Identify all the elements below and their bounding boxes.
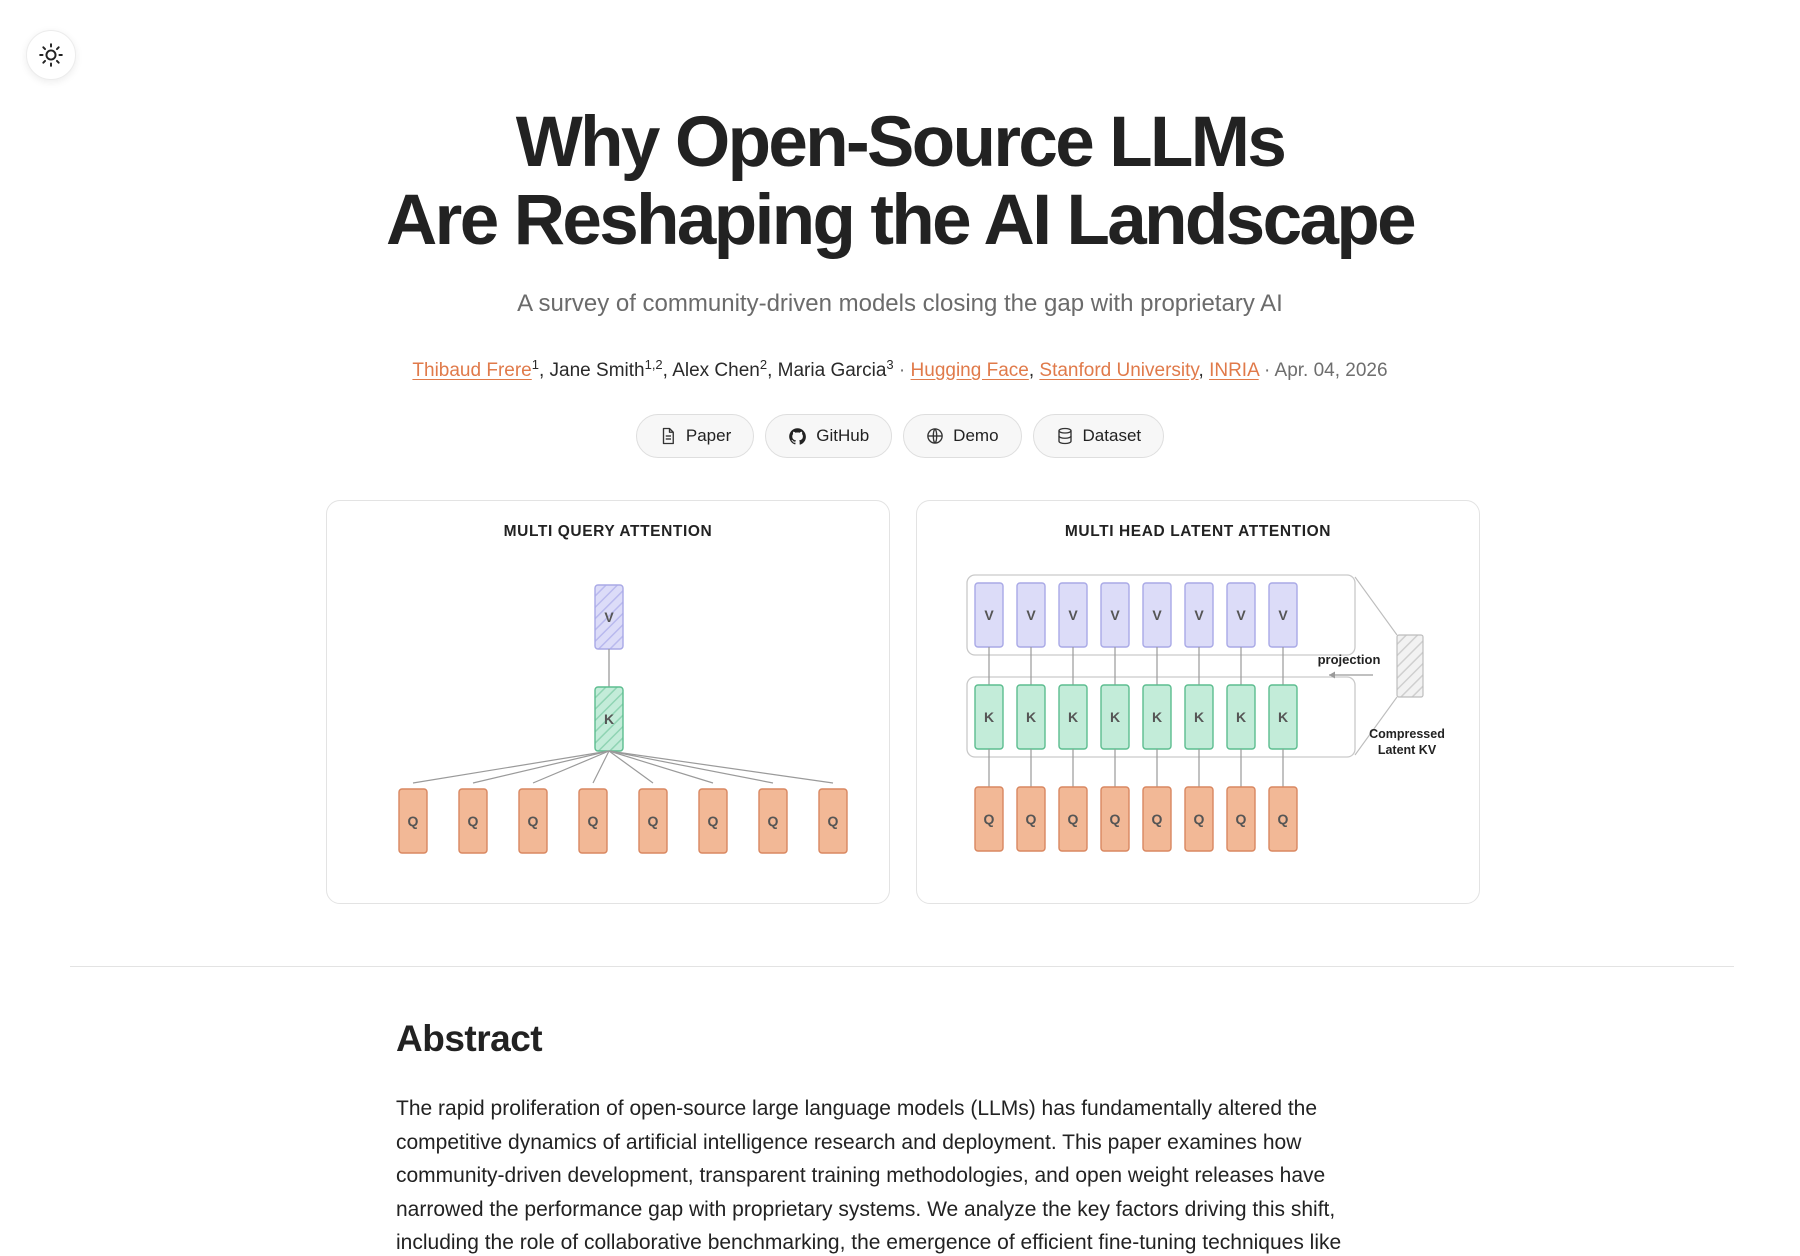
affiliation-link[interactable]: Hugging Face <box>910 360 1029 381</box>
mla-k-label: K <box>1025 709 1037 725</box>
mqa-q-label: Q <box>527 813 539 829</box>
mla-v-label: V <box>1026 607 1036 623</box>
mla-k-label: K <box>1235 709 1247 725</box>
mqa-kq-connector <box>609 751 773 783</box>
abstract-text: The rapid proliferation of open-source large language models (LLMs) has fundamentally altered the competitive dynamics of artificial intelligence research and deployment. This paper examines how community-driven development, transparent training methodologies, and open weight releases have narrowed the performance gap with proprietary systems. We analyze the key factors driving this shift, including the role of collaborative benchmarking, the emergence of efficient fine-tuning techniques like <box>396 1097 1342 1254</box>
separator-dot: · <box>1263 360 1271 381</box>
mqa-q-label: Q <box>827 813 839 829</box>
mla-q-label: Q <box>1025 811 1037 827</box>
github-icon <box>788 427 807 446</box>
mqa-q-label: Q <box>767 813 779 829</box>
affiliation-link[interactable]: INRIA <box>1209 360 1259 381</box>
resource-links <box>0 414 1800 458</box>
mqa-k-label: K <box>603 711 615 727</box>
mla-k-label: K <box>1109 709 1121 725</box>
mla-k-label: K <box>1151 709 1163 725</box>
demo-button-label: Demo <box>953 426 999 445</box>
mqa-v-label: V <box>604 609 614 625</box>
author-name: Jane Smith <box>549 360 645 381</box>
mla-projection-label: projection <box>1317 652 1381 667</box>
mla-figure-title: MULTI HEAD LATENT ATTENTION <box>1064 523 1332 540</box>
author-sup: 2 <box>759 357 768 372</box>
abstract-heading: Abstract <box>396 1018 543 1059</box>
author-name: Maria Garcia <box>777 360 887 381</box>
mqa-kq-connector <box>533 751 609 783</box>
mla-latent-label-1: Compressed <box>1369 727 1445 741</box>
mla-figure-card <box>916 500 1480 904</box>
mla-q-label: Q <box>1151 811 1163 827</box>
mqa-q-label: Q <box>587 813 599 829</box>
dataset-button-label: Dataset <box>1082 426 1142 445</box>
mla-q-label: Q <box>1193 811 1205 827</box>
mla-latent-box <box>1397 635 1423 697</box>
mla-q-label: Q <box>1067 811 1079 827</box>
mla-v-label: V <box>1152 607 1162 623</box>
title-line-2: Are Reshaping the AI Landscape <box>385 181 1414 260</box>
publish-date: Apr. 04, 2026 <box>1274 360 1388 381</box>
mqa-kq-connector <box>413 751 609 783</box>
database-icon <box>1056 427 1074 445</box>
mla-q-label: Q <box>1109 811 1121 827</box>
separator-dot: · <box>898 360 906 381</box>
dataset-button[interactable] <box>1033 414 1165 458</box>
theme-toggle-button[interactable] <box>26 30 76 80</box>
mqa-figure-card <box>326 500 890 904</box>
author-name: Alex Chen <box>672 360 760 381</box>
mqa-diagram <box>327 501 891 905</box>
mqa-kq-connector <box>609 751 833 783</box>
title-line-1: Why Open-Source LLMs <box>515 103 1285 182</box>
paper-button[interactable] <box>636 414 754 458</box>
mla-k-label: K <box>1277 709 1289 725</box>
section-divider <box>70 966 1734 967</box>
mla-v-label: V <box>984 607 994 623</box>
mqa-q-label: Q <box>407 813 419 829</box>
mla-q-label: Q <box>1235 811 1247 827</box>
author-sup: 1,2 <box>644 357 663 372</box>
mla-k-label: K <box>1193 709 1205 725</box>
author-sup: 3 <box>886 357 894 372</box>
mla-v-label: V <box>1236 607 1246 623</box>
mqa-q-label: Q <box>647 813 659 829</box>
github-button[interactable] <box>765 414 892 458</box>
mqa-q-label: Q <box>707 813 719 829</box>
page-title <box>0 104 1800 260</box>
mqa-kq-connector <box>473 751 609 783</box>
mqa-kq-connector <box>609 751 713 783</box>
mla-v-label: V <box>1068 607 1078 623</box>
mla-v-label: V <box>1110 607 1120 623</box>
mla-v-label: V <box>1278 607 1288 623</box>
byline: Thibaud Frere$^1$, Jane Smith$^{1,2}$, Alex Chen$^2$, Maria Garcia$^3$ · Hugging Face, Stanford University, INRIA · Apr. 04, 2026 <box>412 357 1388 381</box>
mla-v-label: V <box>1194 607 1204 623</box>
mla-q-label: Q <box>983 811 995 827</box>
mla-funnel-line <box>1355 577 1397 635</box>
mqa-q-label: Q <box>467 813 479 829</box>
paper-button-label: Paper <box>685 426 732 445</box>
mqa-figure-title: MULTI QUERY ATTENTION <box>503 523 713 540</box>
affiliation-link[interactable]: Stanford University <box>1039 360 1199 381</box>
sun-icon <box>38 42 64 68</box>
page-subtitle: A survey of community-driven models closing the gap with proprietary AI <box>517 290 1283 317</box>
mla-latent-label-2: Latent KV <box>1377 743 1437 757</box>
github-button-label: GitHub <box>816 426 870 445</box>
document-icon <box>659 427 677 445</box>
author-sup: 1 <box>531 357 539 372</box>
demo-button[interactable] <box>903 414 1021 458</box>
mla-diagram <box>917 501 1481 905</box>
mqa-kq-connector <box>593 751 609 783</box>
mla-k-label: K <box>1067 709 1079 725</box>
mla-k-label: K <box>983 709 995 725</box>
mla-q-label: Q <box>1277 811 1289 827</box>
globe-icon <box>926 427 944 445</box>
author-link[interactable]: Thibaud Frere <box>412 360 532 381</box>
